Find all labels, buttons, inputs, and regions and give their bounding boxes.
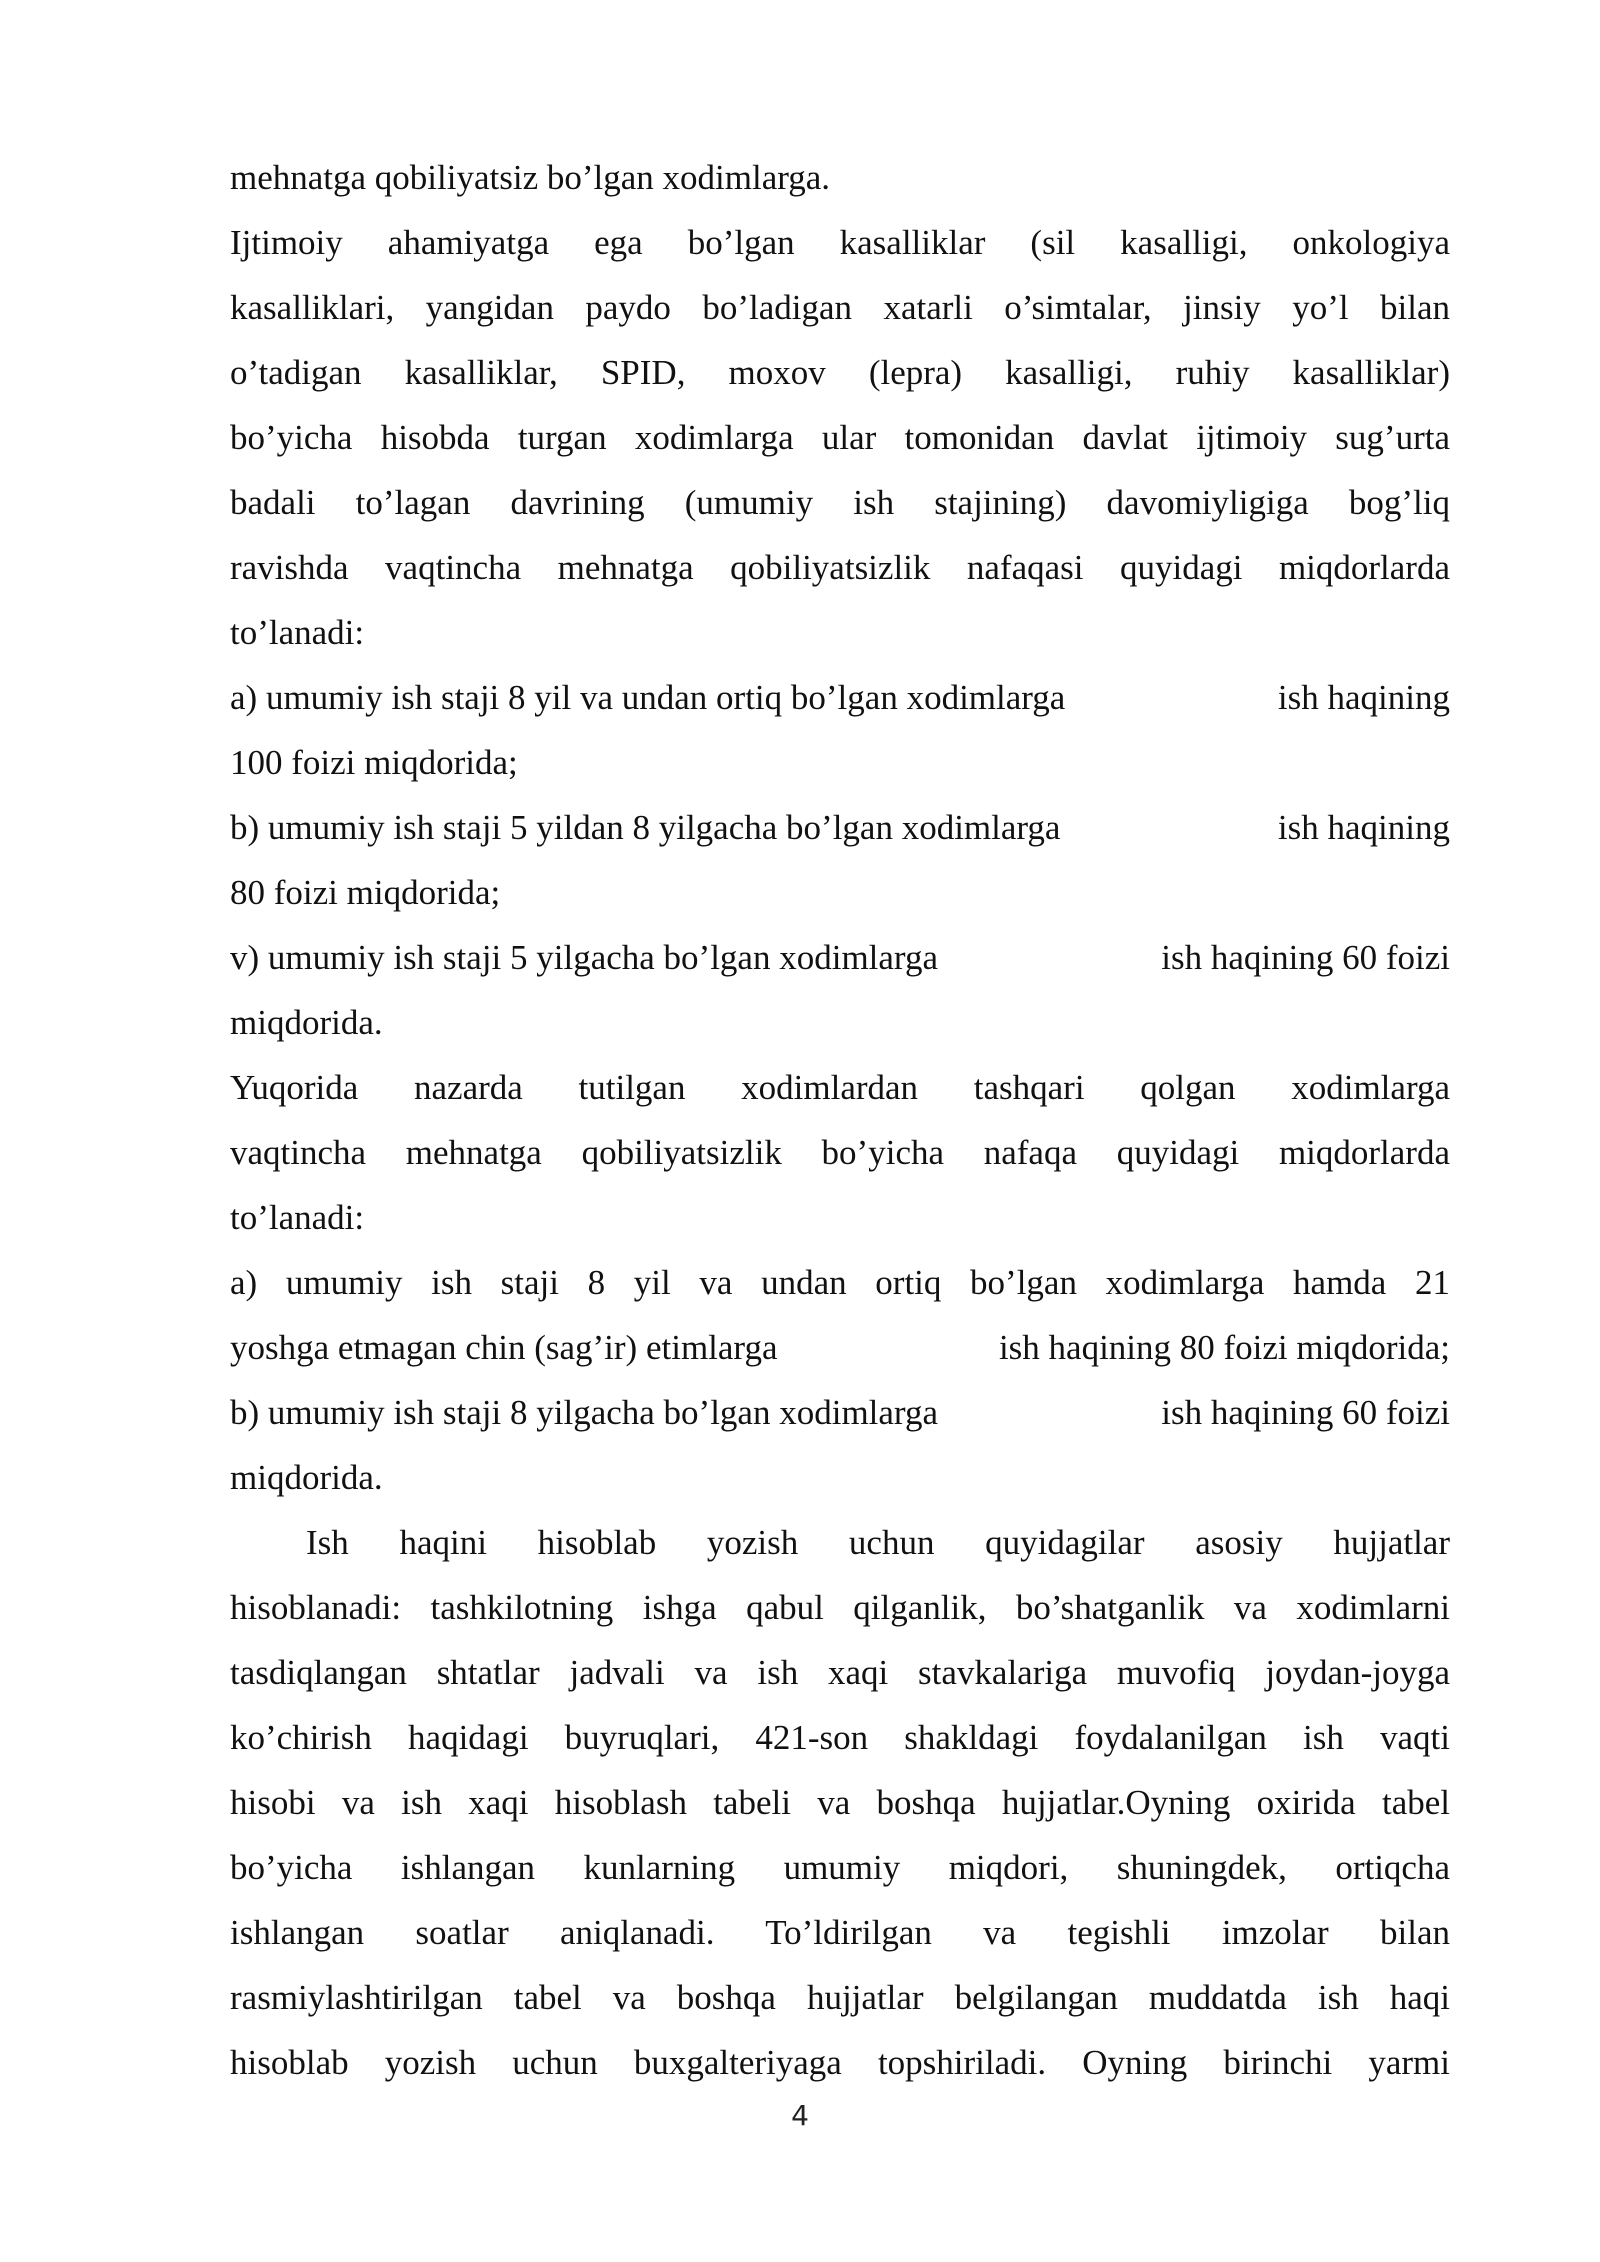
list-item-text: v) umumiy ish staji 5 yilgacha bo’lgan xodimlarga: [230, 938, 938, 977]
text-line: tasdiqlangan shtatlar jadvali va ish xaqi stavkalariga muvofiq joydan-joyga: [230, 1653, 1450, 1692]
list-item-a: [230, 665, 1450, 730]
text-line: vaqtincha mehnatga qobiliyatsizlik bo’yicha nafaqa quyidagi miqdorlarda: [230, 1133, 1450, 1172]
list-item-v: [230, 925, 1450, 990]
list-item-text: yoshga etmagan chin (sag’ir) etimlarga: [230, 1328, 778, 1367]
list-item-amount: ish haqining: [1277, 808, 1450, 847]
text-line: kasalliklari, yangidan paydo bo’ladigan xatarli o’simtalar, jinsiy yo’l bilan: [230, 288, 1450, 327]
text-line: Ish haqini hisoblab yozish uchun quyidagilar asosiy hujjatlar: [306, 1523, 1450, 1562]
text-line: hisoblab yozish uchun buxgalteriyaga topshiriladi. Oyning birinchi yarmi: [230, 2043, 1450, 2082]
text-line: ravishda vaqtincha mehnatga qobiliyatsizlik nafaqasi quyidagi miqdorlarda: [230, 548, 1450, 587]
list-item-amount: ish haqining 60 foizi: [1161, 1393, 1450, 1432]
text-line: o’tadigan kasalliklar, SPID, moxov (lepra) kasalligi, ruhiy kasalliklar): [230, 353, 1450, 392]
text-line: Yuqorida nazarda tutilgan xodimlardan tashqari qolgan xodimlarga: [230, 1068, 1450, 1107]
text-line: a) umumiy ish staji 8 yil va undan ortiq bo’lgan xodimlarga hamda 21: [230, 1263, 1450, 1302]
text-line: Ijtimoiy ahamiyatga ega bo’lgan kasalliklar (sil kasalligi, onkologiya: [230, 223, 1450, 262]
text-line: rasmiylashtirilgan tabel va boshqa hujjatlar belgilangan muddatda ish haqi: [230, 1978, 1450, 2017]
text-line: mehnatga qobiliyatsiz bo’lgan xodimlarga.: [230, 158, 831, 197]
list-item-text: a) umumiy ish staji 8 yil va undan ortiq bo’lgan xodimlarga: [230, 678, 1066, 717]
list-item-amount: ish haqining 80 foizi miqdorida;: [998, 1328, 1450, 1367]
page-number: 4: [791, 2099, 809, 2132]
text-line: to’lanadi:: [230, 1198, 365, 1237]
list-item-b: [230, 795, 1450, 860]
list-item-2a: [230, 1315, 1450, 1380]
list-item-text: b) umumiy ish staji 5 yildan 8 yilgacha bo’lgan xodimlarga: [230, 808, 1061, 847]
list-item-2b: [230, 1380, 1450, 1445]
list-item-text: b) umumiy ish staji 8 yilgacha bo’lgan xodimlarga: [230, 1393, 938, 1432]
text-line: 100 foizi miqdorida;: [230, 743, 518, 782]
text-line: badali to’lagan davrining (umumiy ish stajining) davomiyligiga bog’liq: [230, 483, 1450, 522]
text-line: bo’yicha hisobda turgan xodimlarga ular tomonidan davlat ijtimoiy sug’urta: [230, 418, 1450, 457]
list-item-amount: ish haqining: [1277, 678, 1450, 717]
text-line: to’lanadi:: [230, 613, 365, 652]
text-line: miqdorida.: [230, 1003, 383, 1042]
text-line: 80 foizi miqdorida;: [230, 873, 501, 912]
text-line: bo’yicha ishlangan kunlarning umumiy miqdori, shuningdek, ortiqcha: [230, 1848, 1450, 1887]
text-line: miqdorida.: [230, 1458, 383, 1497]
text-line: ishlangan soatlar aniqlanadi. To’ldirilgan va tegishli imzolar bilan: [230, 1913, 1450, 1952]
list-item-amount: ish haqining 60 foizi: [1161, 938, 1450, 977]
text-line: hisoblanadi: tashkilotning ishga qabul qilganlik, bo’shatganlik va xodimlarni: [230, 1588, 1450, 1627]
text-line: hisobi va ish xaqi hisoblash tabeli va boshqa hujjatlar.Oyning oxirida tabel: [230, 1783, 1450, 1822]
text-line: ko’chirish haqidagi buyruqlari, 421-son shakldagi foydalanilgan ish vaqti: [230, 1718, 1450, 1757]
